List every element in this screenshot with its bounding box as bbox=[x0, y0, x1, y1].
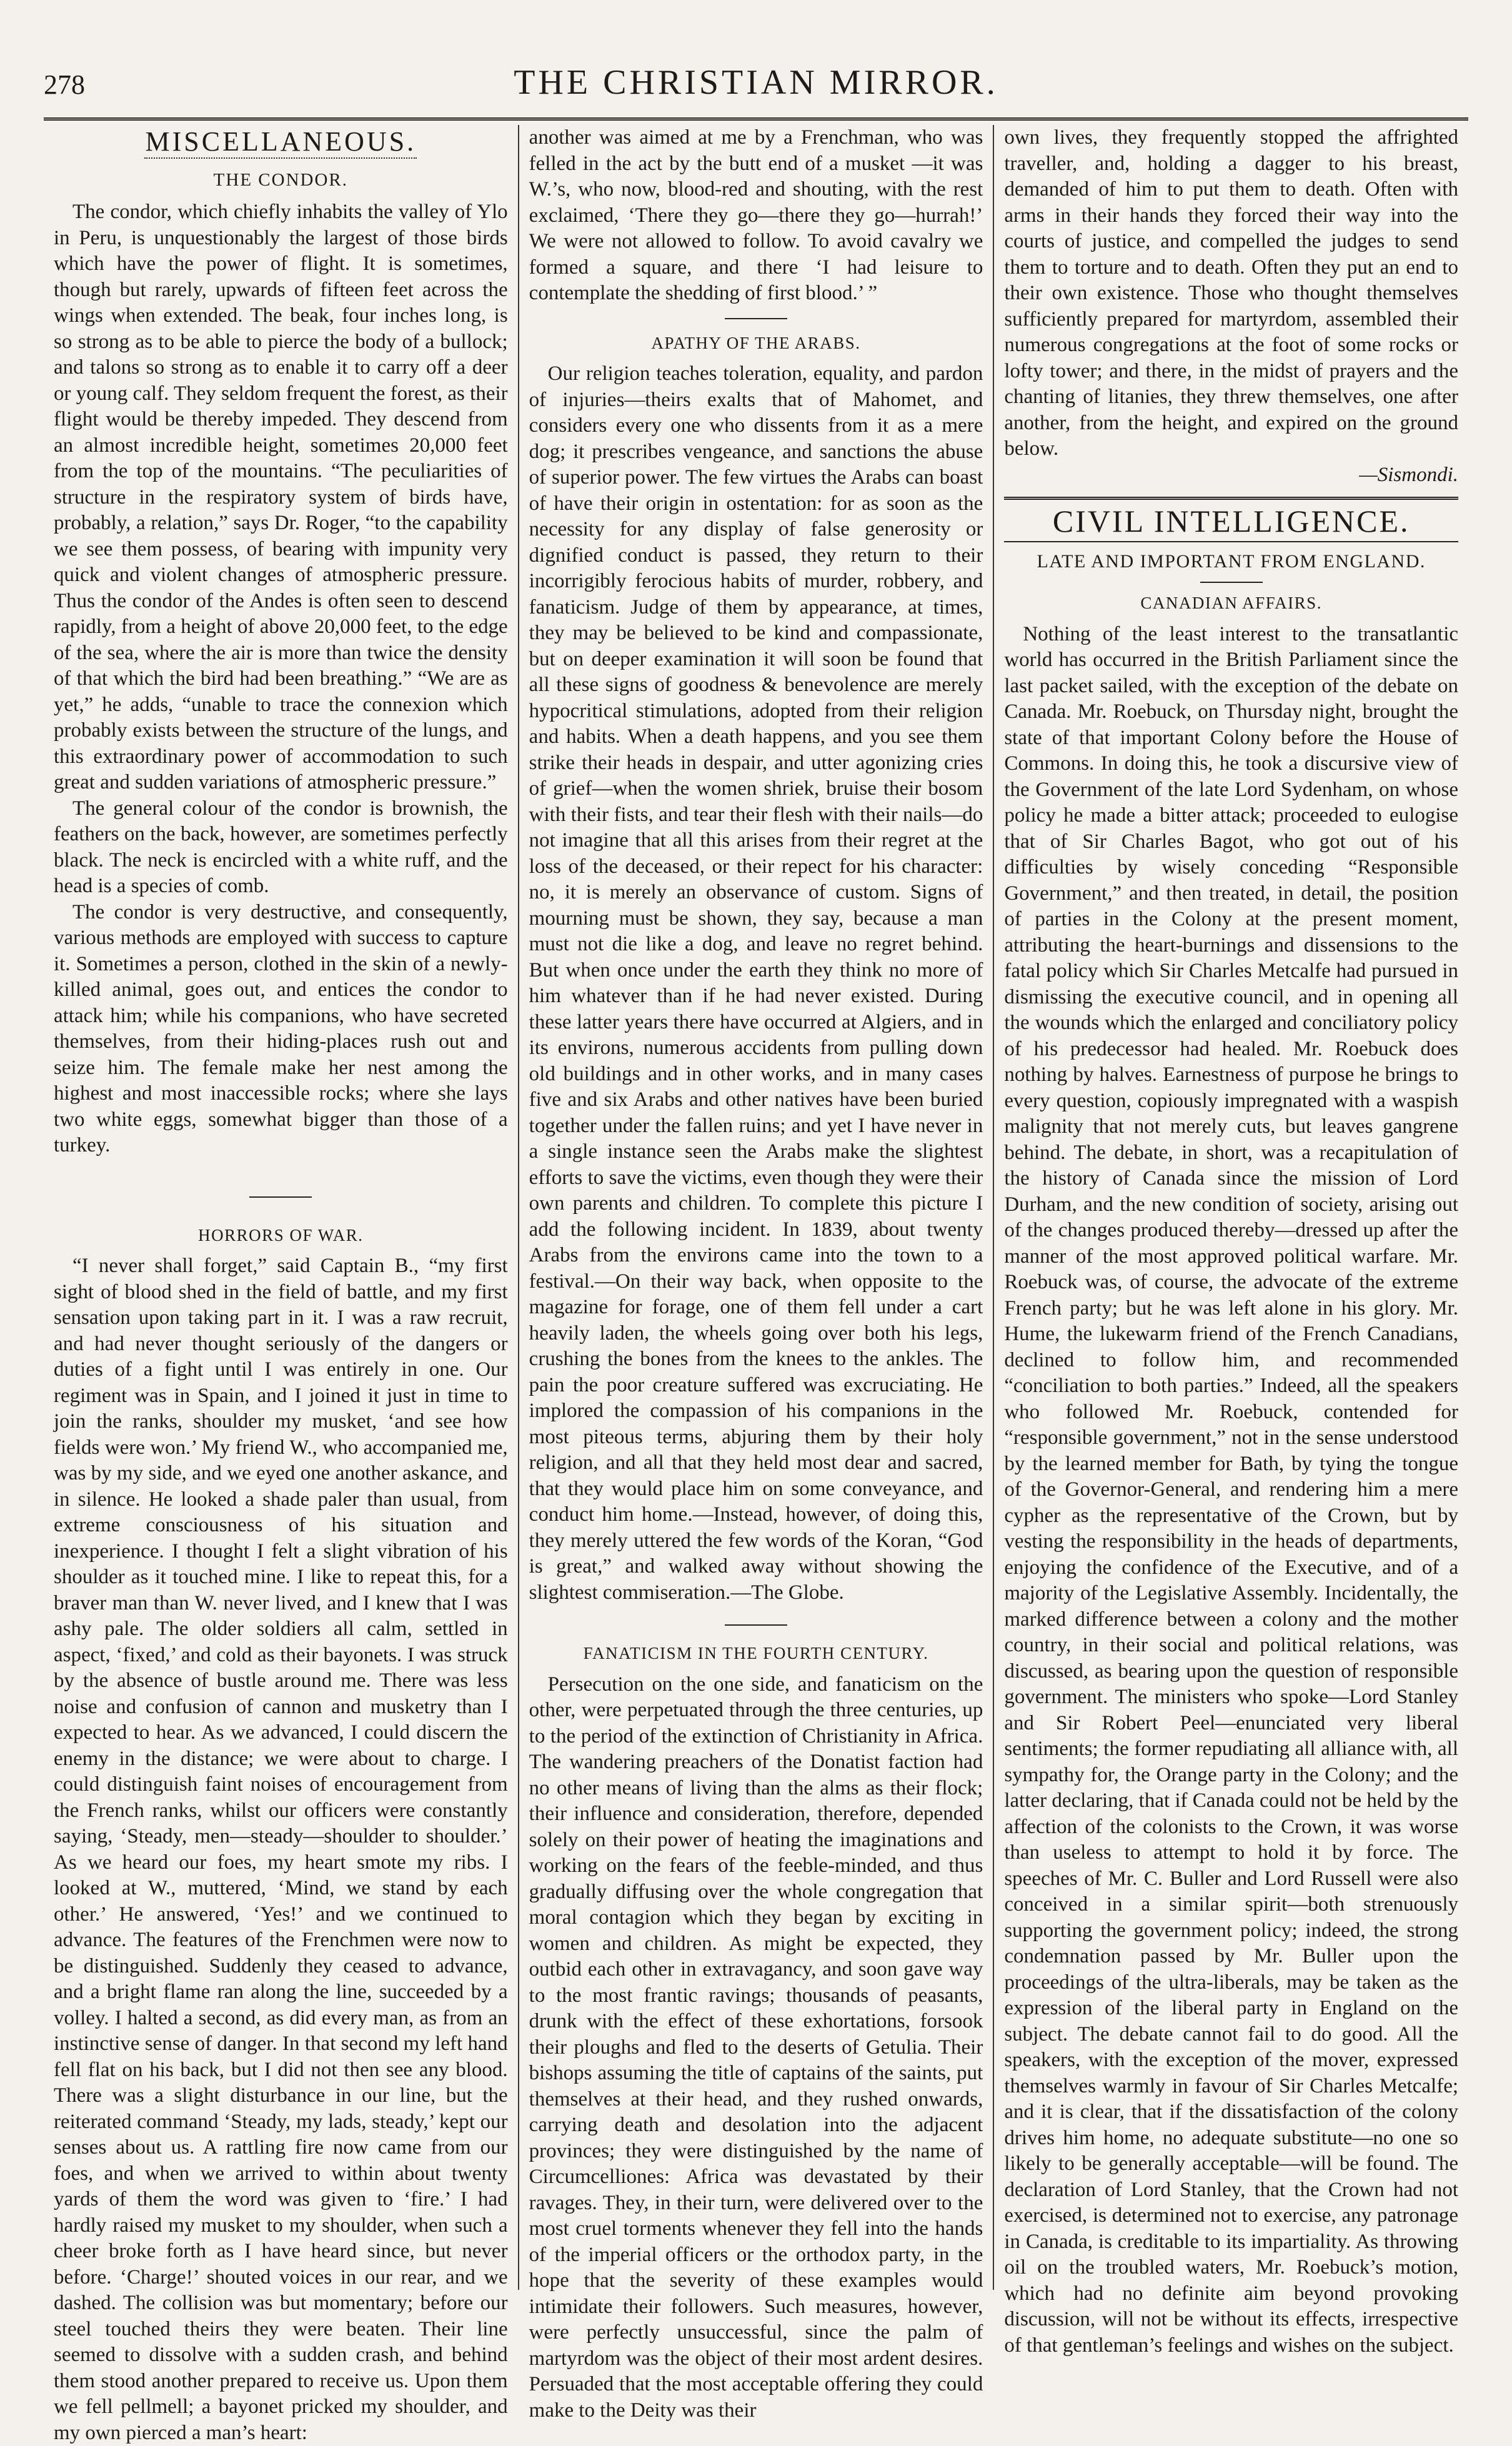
horrors-title: HORRORS OF WAR. bbox=[198, 1225, 364, 1245]
divider bbox=[249, 1196, 312, 1198]
column-1 bbox=[44, 125, 518, 2444]
page-number: 278 bbox=[44, 69, 85, 100]
civil-intelligence-heading: CIVIL INTELLIGENCE. bbox=[1052, 504, 1410, 539]
column-2 bbox=[518, 125, 993, 2422]
column-3 bbox=[993, 125, 1468, 2357]
fanaticism-continued: own lives, they frequently stopped the affrighted traveller, and, holding a dagger to his breast, demanded of him to put them to death. Often with arms in their hands they forced their way into the courts of justice, and compelled the judges to send them to torture and to death. Often they put an end to their own existence. Those who thought themselves sufficiently prepared for martyrdom, assembled their numerous congregations at the foot of some rocks or lofty tower; and there, in the midst of prayers and the chanting of litanies, they threw themselves, one after another, from the height, and expired on the ground below. bbox=[1004, 126, 1459, 460]
late-from-england-heading: LATE AND IMPORTANT FROM ENGLAND. bbox=[1037, 550, 1426, 572]
divider bbox=[1004, 541, 1458, 542]
condor-title: THE CONDOR. bbox=[213, 169, 348, 190]
fanaticism-paragraph-1: Persecution on the one side, and fanaticism on the other, were perpetuated through the three centuries, up to the period of the extinction of Christianity in Africa. The wandering preachers of the Donatist faction had no other means of living than the alms as their flock; their influence and consideration, therefore, depended solely on their power of heating the imaginations and working on the fears of the feeble-minded, and thus gradually diffusing over the whole congregation that moral contagion which they began by exciting in women and children. As might be expected, they outbid each other in extravagancy, and soon gave way to the most frantic ravings; thousands of peasants, drunk with the effect of these exhortations, forsook their ploughs and fled to the deserts of Getulia. Their bishops assuming the title of captains of the saints, put themselves at their head, and they rushed onwards, carrying death and desolation into the adjacent provinces; they were distinguished by the name of Circumcelliones: Africa was devastated by their ravages. They, in their turn, were delivered over to the most cruel torments whenever they fell into the hands of the imperial officers or the orthodox party, in the hope that the severity of these examples would intimidate their followers. Such measures, however, were perfectly unsuccessful, since the palm of martyrdom was the object of their most ardent desires. Persuaded that the most acceptable offering they could make to the Deity was their bbox=[529, 1673, 983, 2422]
condor-paragraph-1: The condor, which chiefly inhabits the valley of Ylo in Peru, is unquestionably the largest of those birds which have the power of flight. It is sometimes, though but rarely, upwards of fifteen feet across the wings when extended. The beak, four inches long, is so strong as to be able to pierce the body of a bullock; and talons so strong as to enable it to carry off a deer or young calf. They seldom frequent the forest, as their flight would be thereby impeded. They descend from an almost incredible height, sometimes 20,000 feet from the top of the mountains. “The peculiarities of structure in the respiratory system of birds have, probably, a relation,” says Dr. Roger, “to the capability we see them possess, of bearing with impunity very quick and violent changes of atmospheric pressure. Thus the condor of the Andes is often seen to descend rapidly, from a height of above 20,000 feet, to the edge of the sea, where the air is more than twice the density of that which the bird had been breathing.” “We are as yet,” he adds, “unable to trace the connexion which probably exists between the structure of the lungs, and this extraordinary power of accommodation to such great and sudden variations of atmospheric pressure.” bbox=[54, 201, 508, 793]
miscellaneous-heading: MISCELLANEOUS. bbox=[145, 126, 417, 157]
columns bbox=[44, 125, 1468, 2444]
page-title: THE CHRISTIAN MIRROR. bbox=[514, 63, 998, 102]
apathy-paragraph-1: Our religion teaches toleration, equality, and pardon of injuries—theirs exalts that of Mahomet, and considers every one who dissents from it as a mere dog; it prescribes vengeance, and sanctions the abuse of superior power. The few virtues the Arabs can boast of have their origin in ostentation: for as soon as the necessity for any display of false generosity or dignified conduct is passed, they return to their incorrigibly ferocious habits of murder, robbery, and fanaticism. Judge of them by appearance, at times, they may be believed to be kind and compassionate, but on deeper examination it will soon be found that all these signs of goodness & benevolence are merely hypocritical stimulations, adopted from their religion and habits. When a death happens, and you see them strike their heads in despair, and utter agonizing cries of grief—when the women shriek, bruise their bosom with their fists, and tear their flesh with their nails—do not imagine that all this arises from their regret at the loss of the deceased, or their repect for his character: no, it is merely an observance of custom. Signs of mourning must be shown, they say, because a man must not die like a dog, and leave no regret behind. But when once under the earth they think no more of him whatever than if he had never existed. During these latter years there have occurred at Algiers, and in its environs, numerous accidents from pulling down old buildings and in other works, and in many cases five and six Arabs and other natives have been buried together under the fallen ruins; and yet I have never in a single instance seen the Arabs make the slightest efforts to save the victims, even though they were their own parents and children. To complete this picture I add the following incident. In 1839, about twenty Arabs from the environs came into the town to a festival.—On their way back, when opposite to the magazine for forage, one of them fell under a cart heavily laden, the wheels going over both his legs, crushing the bones from the knees to the ankles. The pain the poor creature suffered was excruciating. He implored the compassion of his companions in the most piteous terms, abjuring them by their holy religion, and all that they held most dear and sacred, that they would place him on some conveyance, and conduct him home.—Instead, however, of doing this, they merely uttered the few words of the Koran, “God is great,” and walked away without showing the slightest commiseration.—The Globe. bbox=[529, 362, 983, 1604]
divider bbox=[1200, 582, 1263, 583]
section-divider bbox=[1004, 497, 1458, 500]
fanaticism-signature: —Sismondi. bbox=[1359, 463, 1459, 486]
divider bbox=[725, 1624, 787, 1626]
fanaticism-title: FANATICISM IN THE FOURTH CENTURY. bbox=[583, 1644, 929, 1663]
divider bbox=[725, 318, 787, 319]
horrors-continued: another was aimed at me by a Frenchman, who was felled in the act by the butt end of a musket —it was W.’s, who now, blood-red and shouting, with the rest exclaimed, ‘There they go—there they go—hurrah!’ We were not allowed to follow. To avoid cavalry we formed a square, and there ‘I had leisure to contemplate the shedding of first blood.’ ” bbox=[529, 126, 983, 304]
apathy-title: APATHY OF THE ARABS. bbox=[651, 333, 861, 352]
condor-paragraph-2: The general colour of the condor is brownish, the feathers on the back, however, are sometimes perfectly black. The neck is encircled with a white ruff, and the head is a species of comb. bbox=[54, 797, 508, 897]
header-rule bbox=[44, 117, 1468, 121]
condor-paragraph-3: The condor is very destructive, and consequently, various methods are employed with success to capture it. Sometimes a person, clothed in the skin of a newly-killed animal, goes out, and entices the condor to attack him; while his companions, who have secreted themselves, from their hiding-places rush out and seize him. The female make her nest among the highest and most inaccessible rocks; where she lays two white eggs, somewhat bigger than those of a turkey. bbox=[54, 900, 508, 1156]
canadian-paragraph-1: Nothing of the least interest to the transatlantic world has occurred in the British Parliament since the last packet sailed, with the exception of the debate on Canada. Mr. Roebuck, on Thursday night, brought the state of that important Colony before the House of Commons. In doing this, he took a discursive view of the Government of the late Lord Sydenham, on whose policy he made a bitter attack; proceeded to eulogise that of Sir Charles Bagot, who got out of his difficulties by wisely conceding “Responsible Government,” and then treated, in detail, the position of parties in the Colony at the present moment, attributing the heart-burnings and dissensions to the fatal policy which Sir Charles Metcalfe had pursued in dismissing the executive council, and in opening all the wounds which the enlarged and conciliatory policy of his predecessor had healed. Mr. Roebuck does nothing by halves. Earnestness of purpose he brings to every question, copiously impregnated with a waspish malignity that not merely cuts, but leaves gangrene behind. The debate, in short, was a recapitulation of the history of Canada since the mission of Lord Durham, and the new condition of society, arising out of the changes produced thereby—dressed up after the manner of the most approved political warfare. Mr. Roebuck was, of course, the advocate of the extreme French party; but he was left alone in his glory. Mr. Hume, the lukewarm friend of the French Canadians, declined to follow him, and recommended “conciliation to both parties.” Indeed, all the speakers who followed Mr. Roebuck, contended for “responsible government,” not in the sense understood by the learned member for Bath, by tying the tongue of the Governor-General, and rendering him a mere cypher as the representative of the Crown, but by vesting the responsibility in the heads of departments, enjoying the confidence of the Executive, and of a majority of the Legislative Assembly. Incidentally, the marked difference between a colony and the mother country, in their social and political relations, was discussed, as bearing upon the question of responsible government. The ministers who spoke—Lord Stanley and Sir Robert Peel—enunciated very liberal sentiments; the former repudiating all alliance with, all sympathy for, the Orange party in the Colony; and the latter declaring, that if Canada could not be held by the affection of the colonists to the Crown, it was worse than useless to attempt to hold it by force. The speeches of Mr. C. Buller and Lord Russell were also conceived in a similar spirit—both strenuously supporting the government policy; indeed, the strong condemnation passed by Mr. Buller upon the proceedings of the ultra-liberals, may be taken as the expression of the liberal party in England on the subject. The debate cannot fail to do good. All the speakers, with the exception of the mover, expressed themselves warmly in favour of Sir Charles Metcalfe; and it is clear, that if the dissatisfaction of the colony drives him home, no adequate substitute—no one so likely to be generally acceptable—will be found. The declaration of Lord Stanley, that the Crown had not exercised, is determined not to exercise, any patronage in Canada, is creditable to its impartiality. As throwing oil on the troubled waters, Mr. Roebuck’s motion, which had no definite aim beyond provoking discussion, will not be without its effects, irrespective of that gentleman’s feelings and wishes on the subject. bbox=[1004, 622, 1459, 2357]
page-header bbox=[44, 62, 1468, 112]
horrors-paragraph-1: “I never shall forget,” said Captain B., “my first sight of blood shed in the field of battle, and my first sensation upon taking part in it. I was a raw recruit, and had never thought seriously of the dangers or duties of a fight until I was entirely in one. Our regiment was in Spain, and I joined it just in time to join the ranks, shoulder my musket, ‘and see how fields were won.’ My friend W., who accompanied me, was by my side, and we eyed one another askance, and in silence. He looked a shade paler than usual, from extreme consciousness of his situation and inexperience. I thought I felt a slight vibration of his shoulder as it touched mine. I like to repeat this, for a braver man than W. never lived, and I knew that I was ashy pale. The older soldiers all calm, settled in aspect, ‘fixed,’ and cold as their bayonets. I was struck by the absence of bustle around me. There was less noise and confusion of cannon and musketry than I expected to hear. As we advanced, I could discern the enemy in the distance; we were about to charge. I could distinguish faint noises of encouragement from the French ranks, whilst our officers were constantly saying, ‘Steady, men—steady—shoulder to shoulder.’ As we heard our foes, my heart smote my ribs. I looked at W., muttered, ‘Mind, we stand by each other.’ He answered, ‘Yes!’ and we continued to advance. The features of the Frenchmen were now to be distinguished. Suddenly they ceased to advance, and a bright flame ran along the line, succeeded by a volley. I halted a second, as did every man, as from an instinctive sense of danger. In that second my left hand fell flat on his back, but I did not then see any blood. There was a slight disturbance in our line, but the reiterated command ‘Steady, my lads, steady,’ kept our senses about us. A rattling fire now came from our foes, and when we arrived to within about twenty yards of them the word was given to ‘fire.’ I had hardly raised my musket to my shoulder, when such a cheer broke forth as I have heard since, but never before. ‘Charge!’ shouted voices in our rear, and we dashed. The collision was but momentary; before our steel touched theirs they were beaten. Their line seemed to dissolve with a sudden crash, and behind them stood another prepared to receive us. Upon them we fell pellmell; a bayonet pricked my shoulder, and my own pierced a man’s heart: bbox=[54, 1255, 508, 2444]
canadian-affairs-title: CANADIAN AFFAIRS. bbox=[1140, 594, 1322, 612]
divider bbox=[144, 157, 417, 159]
